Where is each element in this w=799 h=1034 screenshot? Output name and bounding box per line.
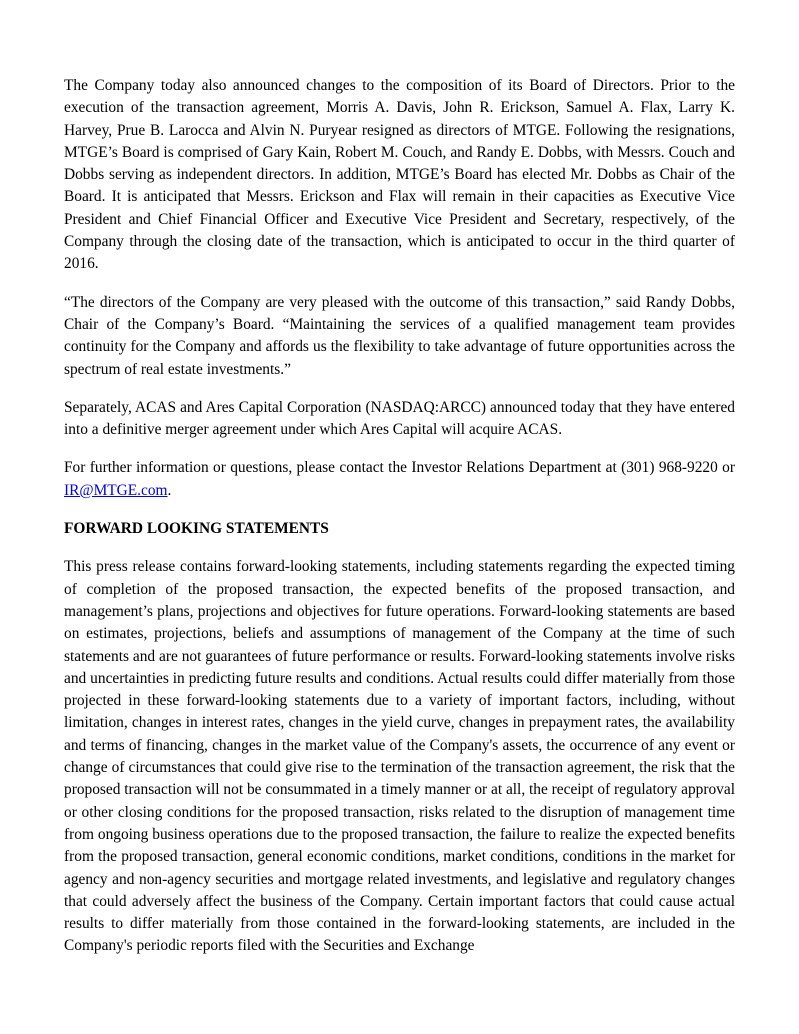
paragraph-merger-announcement: Separately, ACAS and Ares Capital Corporation (NASDAQ:ARCC) announced today that they have entered into a definitive merger agreement under which Ares Capital will acquire ACAS. [64, 398, 735, 439]
section-heading-forward-looking-statements: FORWARD LOOKING STATEMENTS [64, 520, 329, 538]
paragraph-contact-info [64, 457, 735, 502]
paragraph-board-changes: The Company today also announced changes to the composition of its Board of Directors. Prior to the execution of the transaction agreement, Morris A. Davis, John R. Erickson, Samuel A. Flax, Larry K. Harvey, Prue B. Larocca and Alvin N. Puryear resigned as directors of MTGE. Following the resignations, MTGE’s Board is comprised of Gary Kain, Robert M. Couch, and Randy E. Dobbs, with Messrs. Couch and Dobbs serving as independent directors. In addition, MTGE’s Board has elected Mr. Dobbs as Chair of the Board. It is anticipated that Messrs. Erickson and Flax will remain in their capacities as Executive Vice President and Chief Financial Officer and Executive Vice President and Secretary, respectively, of the Company through the closing date of the transaction, which is anticipated to occur in the third quarter of 2016. [64, 77, 735, 273]
investor-relations-email-link[interactable]: IR@MTGE.com [64, 481, 168, 499]
contact-text-before-link: For further information or questions, please contact the Investor Relations Department at (301) 968-9220 or [64, 459, 735, 477]
paragraph-director-quote: “The directors of the Company are very pleased with the outcome of this transaction,” said Randy Dobbs, Chair of the Company’s Board. “Maintaining the services of a qualified management team provides continuity for the Company and affords us the flexibility to take advantage of future opportunities across the spectrum of real estate investments.” [64, 293, 735, 378]
contact-text-after-link: . [167, 481, 172, 499]
paragraph-forward-looking-statements: This press release contains forward-looking statements, including statements regarding the expected timing of completion of the proposed transaction, the expected benefits of the proposed transaction, and management’s plans, projections and objectives for future operations. Forward-looking statements are based on estimates, projections, beliefs and assumptions of management of the Company at the time of such statements and are not guarantees of future performance or results. Forward-looking statements involve risks and uncertainties in predicting future results and conditions. Actual results could differ materially from those projected in these forward-looking statements due to a variety of important factors, including, without limitation, changes in interest rates, changes in the yield curve, changes in prepayment rates, the availability and terms of financing, changes in the market value of the Company's assets, the occurrence of any event or change of circumstances that could give rise to the termination of the transaction agreement, the risk that the proposed transaction will not be consummated in a timely manner or at all, the receipt of regulatory approval or other closing conditions for the proposed transaction, risks related to the disruption of management time from ongoing business operations due to the proposed transaction, the failure to realize the expected benefits from the proposed transaction, general economic conditions, market conditions, conditions in the market for agency and non-agency securities and mortgage related investments, and legislative and regulatory changes that could adversely affect the business of the Company. Certain important factors that could cause actual results to differ materially from those contained in the forward-looking statements, are included in the Company's periodic reports filed with the Securities and Exchange [64, 558, 735, 955]
